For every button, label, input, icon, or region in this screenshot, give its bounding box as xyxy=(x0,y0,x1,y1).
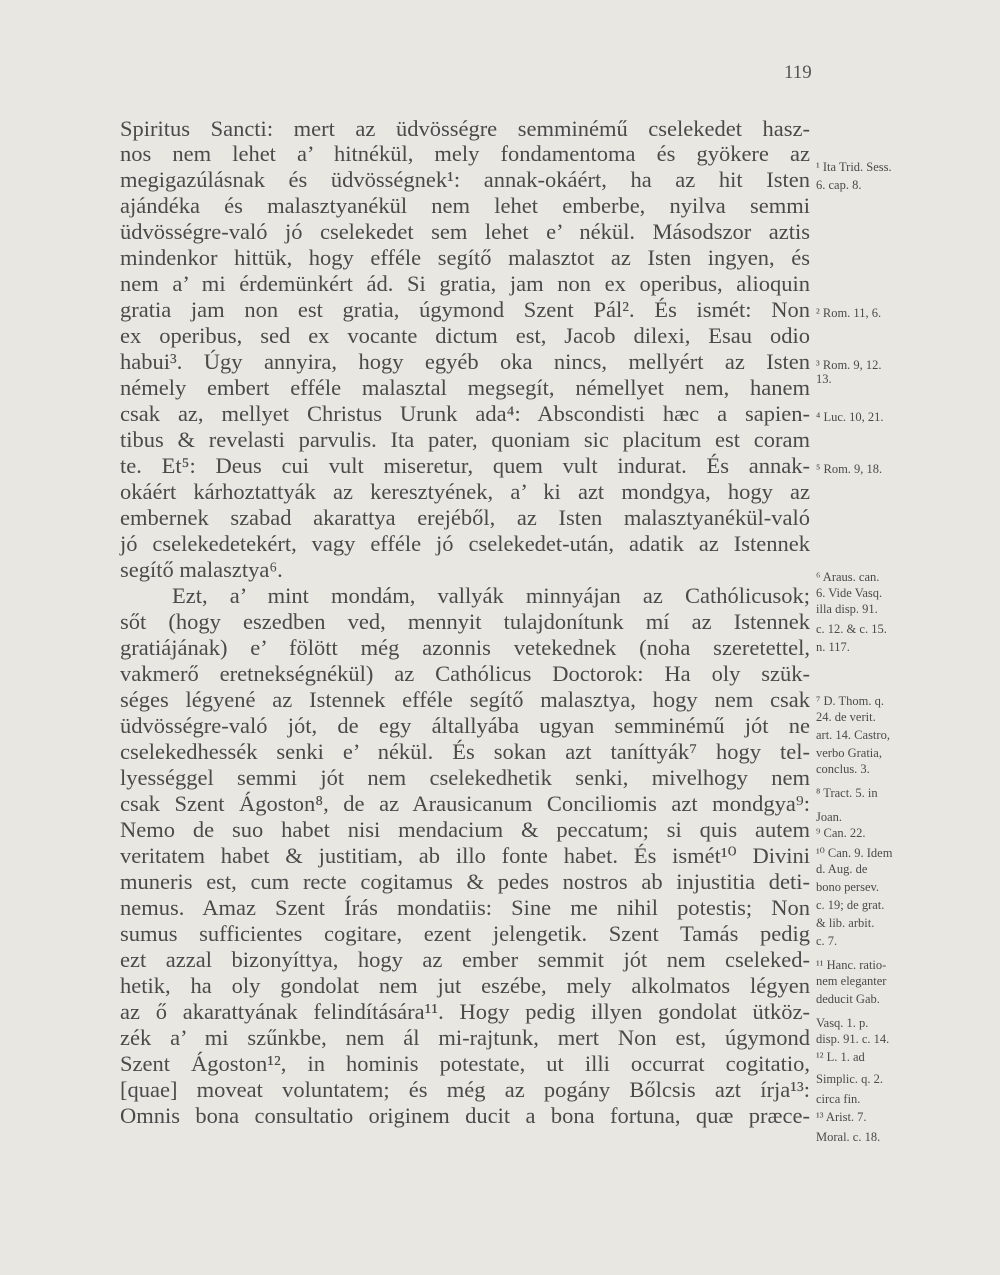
margin-note: Vasq. 1. p. xyxy=(816,1016,869,1030)
text-line: tibus & revelasti parvulis. Ita pater, quoniam sic placitum est coram xyxy=(120,427,810,452)
margin-note: ⁶ Araus. can. xyxy=(816,570,880,584)
text-line: jó cselekedetekért, vagy efféle jó cselekedet-után, adatik az Istennek xyxy=(120,531,810,556)
margin-note: illa disp. 91. xyxy=(816,602,878,616)
text-line: vakmerő eretnekségnékül) az Cathólicus Doctorok: Ha oly szük- xyxy=(120,661,810,686)
text-line: muneris est, cum recte cogitamus & pedes nostros ab injustitia deti- xyxy=(120,869,810,894)
margin-note: & lib. arbit. xyxy=(816,916,875,930)
text-line: sumus sufficientes cogitare, ezent jelengetik. Szent Tamás pedig xyxy=(120,921,810,946)
margin-note: verbo Gratia, xyxy=(816,746,882,760)
text-line: gratia jam non est gratia, úgymond Szent Pál². És ismét: Non xyxy=(120,297,810,322)
margin-note: bono persev. xyxy=(816,880,880,894)
text-line: te. Et⁵: Deus cui vult miseretur, quem vult indurat. És annak- xyxy=(120,453,810,478)
text-line: Omnis bona consultatio originem ducit a bona fortuna, quæ præce- xyxy=(120,1103,810,1128)
margin-note: art. 14. Castro, xyxy=(816,728,890,742)
text-line: üdvösségre-való jót, de egy általlyába ugyan semminémű jót ne xyxy=(120,713,810,738)
text-line: [quae] moveat voluntatem; és még az pogány Bőlcsis azt írja¹³: xyxy=(120,1077,810,1102)
page-number: 119 xyxy=(784,62,812,83)
text-line: segítő malasztya⁶. xyxy=(120,557,283,582)
margin-note: ⁷ D. Thom. q. xyxy=(816,694,885,708)
margin-note: c. 7. xyxy=(816,934,838,948)
text-line: zék a’ mi szűnkbe, nem ál mi-rajtunk, mert Non est, úgymond xyxy=(120,1025,810,1050)
text-line: mindenkor hittük, hogy efféle segítő malasztot az Isten ingyen, és xyxy=(120,245,810,270)
text-line: cselekedhessék senki e’ nékül. És sokan azt taníttyák⁷ hogy tel- xyxy=(120,739,810,764)
margin-note: n. 117. xyxy=(816,640,850,654)
margin-note: ¹⁰ Can. 9. Idem xyxy=(816,846,893,860)
margin-note: ⁹ Can. 22. xyxy=(816,826,866,840)
margin-note: Joan. xyxy=(816,810,843,824)
text-line: üdvösségre-való jó cselekedet sem lehet e’ nékül. Másodszor aztis xyxy=(120,219,810,244)
margin-note: Moral. c. 18. xyxy=(816,1130,881,1144)
margin-note: circa fin. xyxy=(816,1092,861,1106)
text-line: Spiritus Sancti: mert az üdvösségre semminémű cselekedet hasz- xyxy=(120,116,810,141)
text-line: sőt (hogy eszedben ved, mennyit tulajdonítunk mí az Istennek xyxy=(120,609,810,634)
margin-note: ⁵ Rom. 9, 18. xyxy=(816,462,883,476)
margin-note: ³ Rom. 9, 12. xyxy=(816,358,882,372)
margin-note: d. Aug. de xyxy=(816,862,868,876)
text-line: az ő akarattyának felindítására¹¹. Hogy pedig illyen gondolat ütköz- xyxy=(120,999,810,1024)
margin-note: Simplic. q. 2. xyxy=(816,1072,884,1086)
text-line: séges légyené az Istennek efféle segítő malasztya, hogy nem csak xyxy=(120,687,810,712)
margin-note: c. 19; de grat. xyxy=(816,898,885,912)
text-line: veritatem habet & justitiam, ab illo fonte habet. És ismét¹⁰ Divini xyxy=(120,843,810,868)
margin-note: deducit Gab. xyxy=(816,992,880,1006)
text-line: ex operibus, sed ex vocante dictum est, Jacob dilexi, Esau odio xyxy=(120,323,810,348)
text-line: gratiájának) e’ fölött még azonnis vetekednek (noha szeretettel, xyxy=(120,635,810,660)
text-line: megigazúlásnak és üdvösségnek¹: annak-okáért, ha az hit Isten xyxy=(120,167,810,192)
margin-note: 13. xyxy=(816,372,832,386)
margin-note: disp. 91. c. 14. xyxy=(816,1032,890,1046)
margin-note: ⁸ Tract. 5. in xyxy=(816,786,878,800)
margin-note: c. 12. & c. 15. xyxy=(816,622,887,636)
margin-note: ¹² L. 1. ad xyxy=(816,1050,865,1064)
text-line: ajándéka és malasztyanékül nem lehet emberbe, nyilva semmi xyxy=(120,193,810,218)
text-line: csak az, mellyet Christus Urunk ada⁴: Abscondisti hæc a sapien- xyxy=(120,401,810,426)
margin-note: ¹¹ Hanc. ratio- xyxy=(816,958,887,972)
text-line: némely embert efféle malasztal megsegít, némellyet nem, hanem xyxy=(120,375,810,400)
text-line: okáért kárhoztattyák az keresztyének, a’ ki azt mondgya, hogy az xyxy=(120,479,810,504)
text-line: habui³. Úgy annyira, hogy egyéb oka nincs, mellyért az Isten xyxy=(120,349,810,374)
text-line: embernek szabad akarattya erejéből, az Isten malasztyanékül-való xyxy=(120,505,810,530)
margin-note: conclus. 3. xyxy=(816,762,870,776)
text-line: nemus. Amaz Szent Írás mondatiis: Sine me nihil potestis; Non xyxy=(120,895,810,920)
margin-note: ⁴ Luc. 10, 21. xyxy=(816,410,884,424)
margin-note: nem eleganter xyxy=(816,974,887,988)
text-line: nem a’ mi érdemünkért ád. Si gratia, jam non ex operibus, alioquin xyxy=(120,271,810,296)
text-line: Ezt, a’ mint mondám, vallyák minnyájan az Cathólicusok; xyxy=(172,583,810,608)
margin-note: 6. Vide Vasq. xyxy=(816,586,883,600)
text-line: ezt azzal bizonyíttya, hogy az ember semmit jót nem cseleked- xyxy=(120,947,810,972)
text-line: hetik, ha oly gondolat nem jut eszébe, mely alkolmatos légyen xyxy=(120,973,810,998)
margin-note: 6. cap. 8. xyxy=(816,178,862,192)
text-line: Szent Ágoston¹², in hominis potestate, ut illi occurrat cogitatio, xyxy=(120,1051,810,1076)
margin-note: ¹ Ita Trid. Sess. xyxy=(816,160,892,174)
margin-note: 24. de verit. xyxy=(816,710,876,724)
margin-note: ² Rom. 11, 6. xyxy=(816,306,882,320)
margin-note: ¹³ Arist. 7. xyxy=(816,1110,867,1124)
text-line: Nemo de suo habet nisi mendacium & peccatum; si quis autem xyxy=(120,817,810,842)
text-line: lyességgel semmi jót nem cselekedhetik senki, mivelhogy nem xyxy=(120,765,810,790)
text-line: csak Szent Ágoston⁸, de az Arausicanum Conciliomis azt mondgya⁹: xyxy=(120,791,810,816)
text-line: nos nem lehet a’ hitnékül, mely fondamentoma és gyökere az xyxy=(120,141,810,166)
